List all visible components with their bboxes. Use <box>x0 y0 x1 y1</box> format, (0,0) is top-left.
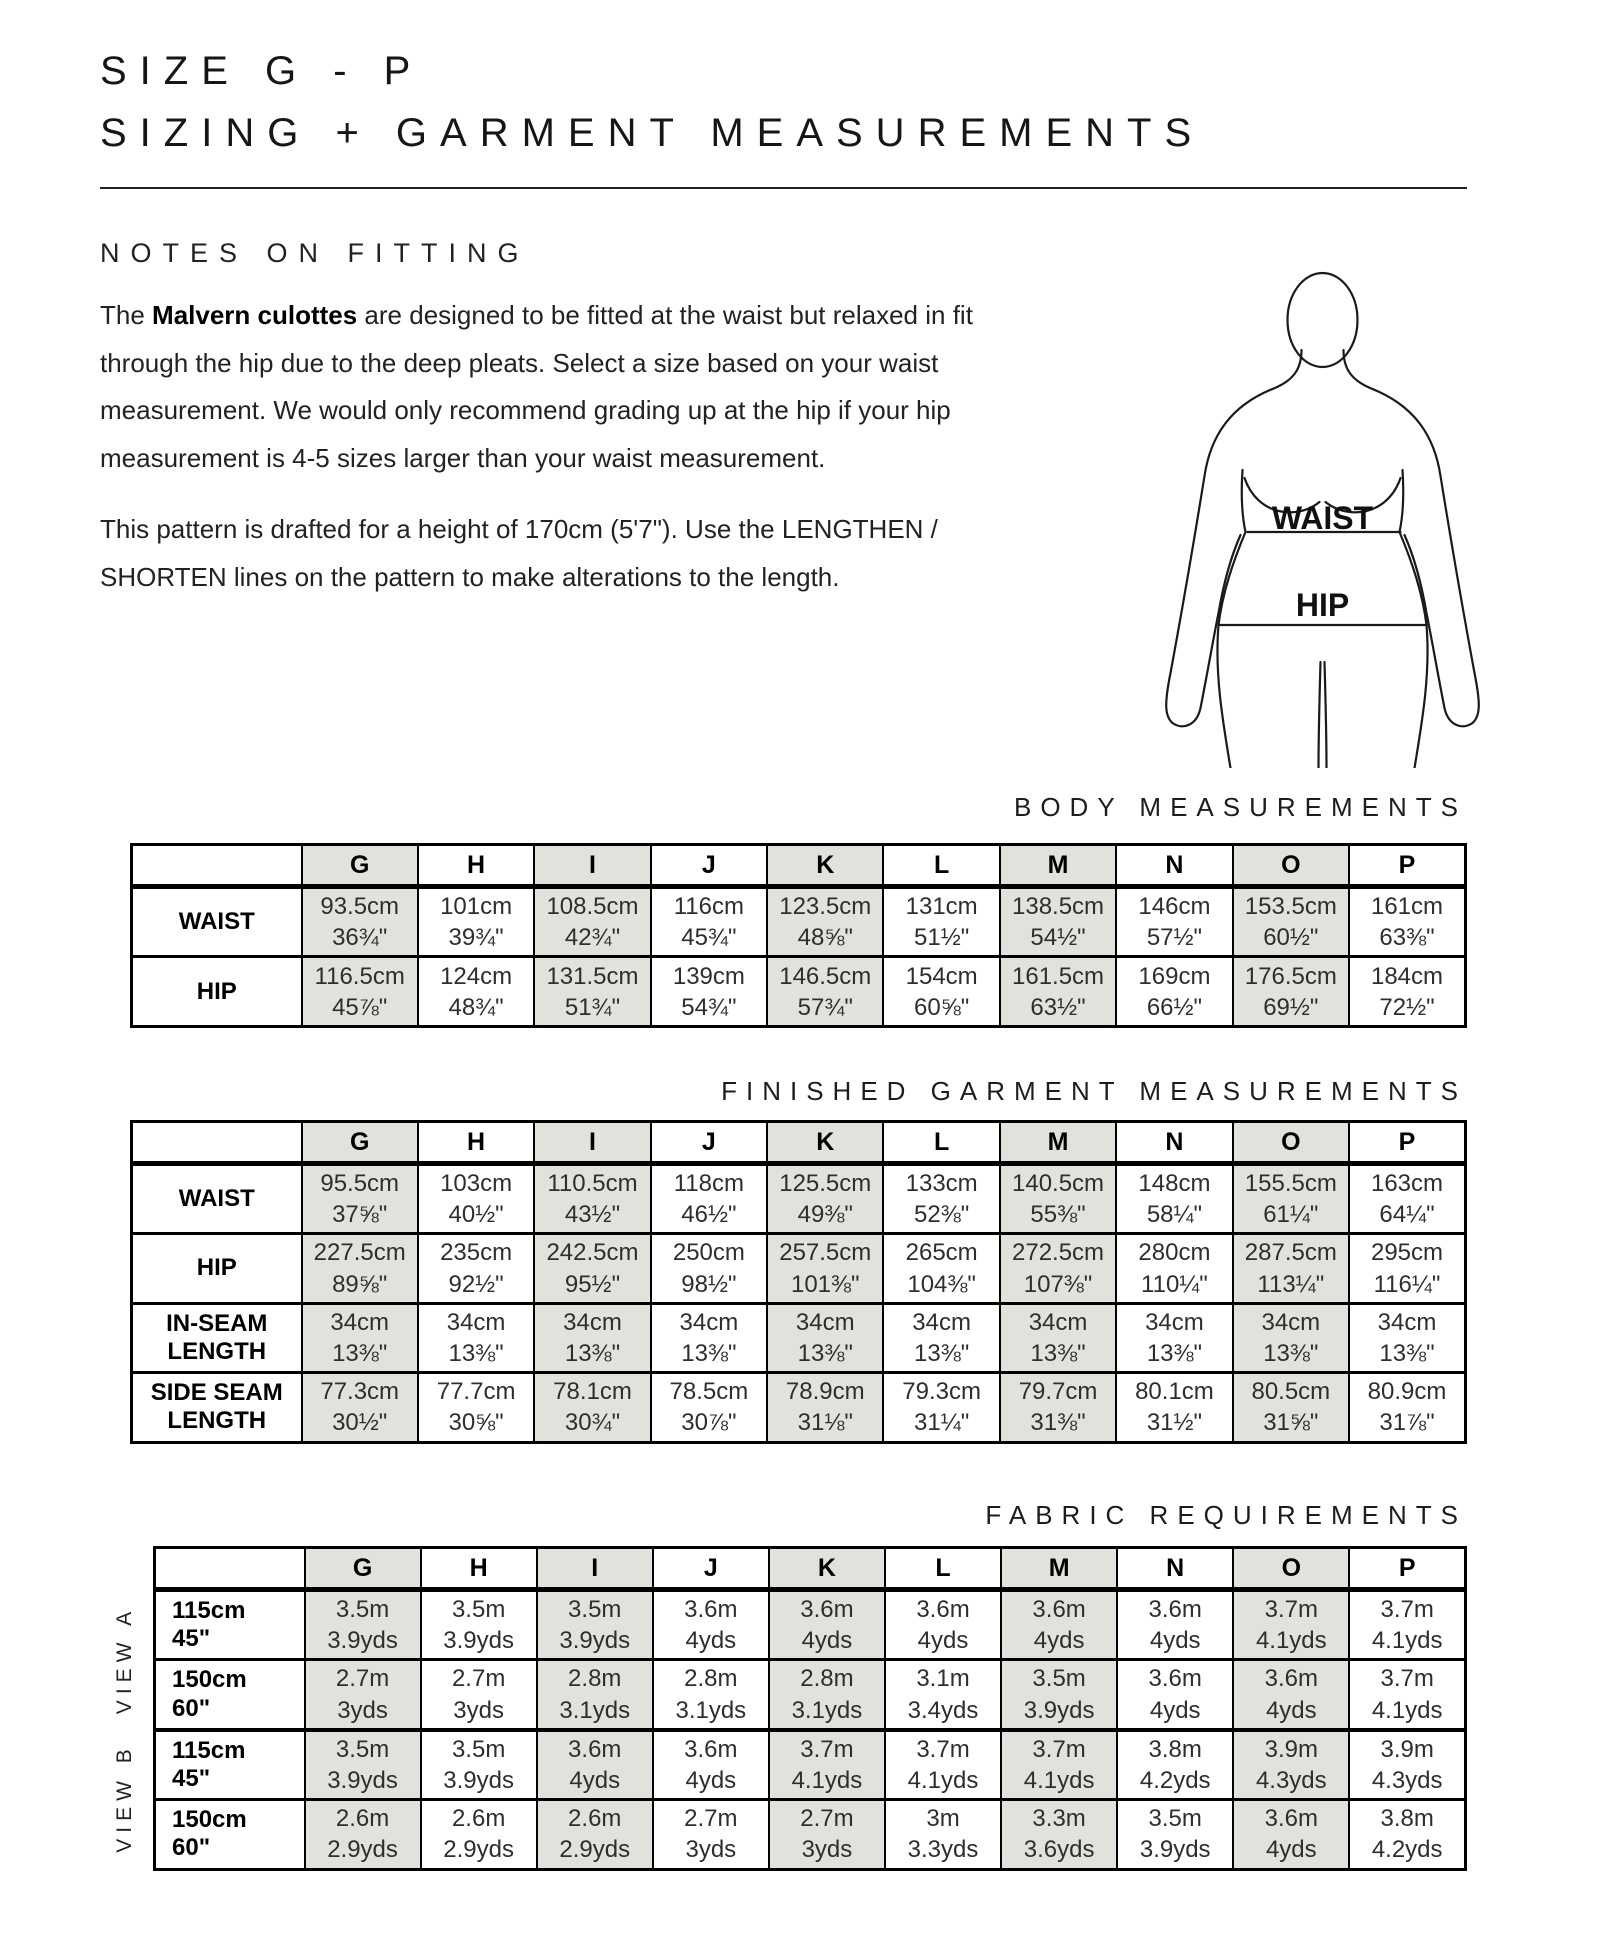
paragraph-text: The <box>100 300 153 330</box>
measurement-cell: 235cm 92½" <box>418 1234 534 1303</box>
measurement-cell: 3m 3.3yds <box>885 1800 1001 1869</box>
figure-neck-right <box>1344 350 1373 389</box>
measurement-cell: 2.6m 2.9yds <box>305 1800 421 1869</box>
measurement-cell: 250cm 98½" <box>651 1234 767 1303</box>
measurement-cell: 176.5cm 69½" <box>1233 957 1349 1027</box>
measurement-cell: 280cm 110¼" <box>1116 1234 1232 1303</box>
figure-head <box>1288 273 1358 367</box>
fitting-paragraph-1 <box>100 292 990 482</box>
measurement-cell: 153.5cm 60½" <box>1233 887 1349 957</box>
measurement-cell: 257.5cm 101⅜" <box>767 1234 883 1303</box>
measurement-cell: 34cm 13⅜" <box>1349 1303 1465 1372</box>
figure-neck-left <box>1273 350 1302 389</box>
measurement-cell: 161cm 63⅜" <box>1349 887 1465 957</box>
measurement-cell: 3.6m 4yds <box>885 1590 1001 1660</box>
measurement-cell: 124cm 48¾" <box>418 957 534 1027</box>
measurement-cell: 3.6m 4yds <box>537 1730 653 1800</box>
measurement-cell: 3.6m 4yds <box>1117 1590 1233 1660</box>
measurement-cell: 2.8m 3.1yds <box>537 1660 653 1730</box>
measurement-cell: 34cm 13⅜" <box>1000 1303 1116 1372</box>
row-label: 115cm 45" <box>155 1730 305 1800</box>
measurement-cell: 2.7m 3yds <box>769 1800 885 1869</box>
measurement-cell: 95.5cm 37⅝" <box>302 1164 418 1234</box>
measurement-cell: 154cm 60⅝" <box>883 957 999 1027</box>
measurement-cell: 34cm 13⅜" <box>418 1303 534 1372</box>
row-label: 150cm 60" <box>155 1800 305 1869</box>
corner-cell <box>132 845 302 887</box>
measurement-cell: 78.5cm 30⅞" <box>651 1373 767 1442</box>
measurement-cell: 146cm 57½" <box>1116 887 1232 957</box>
measurement-cell: 125.5cm 49⅜" <box>767 1164 883 1234</box>
measurement-cell: 146.5cm 57¾" <box>767 957 883 1027</box>
measurement-cell: 3.8m 4.2yds <box>1349 1800 1465 1869</box>
finished-garment-measurements-table-grid <box>130 1120 1467 1444</box>
size-column-header-p: P <box>1349 1122 1465 1164</box>
measurement-cell: 3.6m 4yds <box>1233 1660 1349 1730</box>
row-label: HIP <box>132 957 302 1027</box>
figure-inner-leg-right <box>1325 662 1327 768</box>
row-label: SIDE SEAM LENGTH <box>132 1373 302 1442</box>
waist-label: WAIST <box>1271 500 1374 536</box>
measurement-cell: 148cm 58¼" <box>1116 1164 1232 1234</box>
title-divider <box>100 187 1467 189</box>
measurement-cell: 93.5cm 36¾" <box>302 887 418 957</box>
measurement-cell: 139cm 54¾" <box>651 957 767 1027</box>
measurement-cell: 3.6m 4yds <box>653 1590 769 1660</box>
size-column-header-n: N <box>1116 1122 1232 1164</box>
corner-cell <box>132 1122 302 1164</box>
measurement-cell: 79.3cm 31¼" <box>883 1373 999 1442</box>
measurement-cell: 3.8m 4.2yds <box>1117 1730 1233 1800</box>
measurement-cell: 2.6m 2.9yds <box>537 1800 653 1869</box>
measurement-cell: 161.5cm 63½" <box>1000 957 1116 1027</box>
body-figure-illustration <box>1080 248 1565 768</box>
size-column-header-p: P <box>1349 1548 1465 1590</box>
measurement-cell: 78.9cm 31⅛" <box>767 1373 883 1442</box>
size-column-header-l: L <box>883 845 999 887</box>
measurement-cell: 242.5cm 95½" <box>534 1234 650 1303</box>
measurement-cell: 3.6m 4yds <box>653 1730 769 1800</box>
measurement-cell: 34cm 13⅜" <box>767 1303 883 1372</box>
row-label: IN-SEAM LENGTH <box>132 1303 302 1372</box>
size-column-header-j: J <box>653 1548 769 1590</box>
measurement-cell: 169cm 66½" <box>1116 957 1232 1027</box>
fitting-paragraph-2: This pattern is drafted for a height of 170cm (5'7"). Use the LENGTHEN / SHORTEN lines on the pattern to make alterations to the length. <box>100 514 938 592</box>
measurement-cell: 2.6m 2.9yds <box>421 1800 537 1869</box>
measurement-cell: 3.7m 4.1yds <box>885 1730 1001 1800</box>
pattern-name: Malvern culottes <box>152 300 358 330</box>
fabric-requirements-heading: FABRIC REQUIREMENTS <box>985 1500 1467 1530</box>
measurement-cell: 3.5m 3.9yds <box>1117 1800 1233 1869</box>
row-label: WAIST <box>132 887 302 957</box>
measurement-cell: 3.5m 3.9yds <box>305 1730 421 1800</box>
body-figure-svg <box>1080 248 1565 768</box>
measurement-cell: 103cm 40½" <box>418 1164 534 1234</box>
measurement-cell: 131.5cm 51¾" <box>534 957 650 1027</box>
measurement-cell: 3.7m 4.1yds <box>769 1730 885 1800</box>
measurement-cell: 2.7m 3yds <box>653 1800 769 1869</box>
page-title-line1: SIZE G - P <box>100 49 424 93</box>
size-column-header-i: I <box>534 1122 650 1164</box>
size-column-header-k: K <box>767 1122 883 1164</box>
size-column-header-l: L <box>885 1548 1001 1590</box>
measurement-cell: 34cm 13⅜" <box>883 1303 999 1372</box>
measurement-cell: 3.5m 3.9yds <box>1001 1660 1117 1730</box>
fabric-requirements-table <box>153 1546 1467 1871</box>
body-measurements-table-grid <box>130 843 1467 1028</box>
measurement-cell: 34cm 13⅜" <box>1116 1303 1232 1372</box>
corner-cell <box>155 1548 305 1590</box>
measurement-cell: 184cm 72½" <box>1349 957 1465 1027</box>
measurement-cell: 80.1cm 31½" <box>1116 1373 1232 1442</box>
measurement-cell: 2.7m 3yds <box>421 1660 537 1730</box>
measurement-cell: 108.5cm 42¾" <box>534 887 650 957</box>
measurement-cell: 3.6m 4yds <box>769 1590 885 1660</box>
figure-inner-leg-left <box>1319 662 1321 768</box>
measurement-cell: 34cm 13⅜" <box>651 1303 767 1372</box>
measurement-cell: 118cm 46½" <box>651 1164 767 1234</box>
page-title <box>100 40 1204 164</box>
measurement-cell: 155.5cm 61¼" <box>1233 1164 1349 1234</box>
measurement-cell: 34cm 13⅜" <box>1233 1303 1349 1372</box>
size-column-header-m: M <box>1001 1548 1117 1590</box>
measurement-cell: 227.5cm 89⅝" <box>302 1234 418 1303</box>
figure-left-arm <box>1166 389 1272 726</box>
figure-right-arm <box>1373 389 1479 726</box>
measurement-cell: 3.6m 4yds <box>1001 1590 1117 1660</box>
size-column-header-l: L <box>883 1122 999 1164</box>
row-label: 115cm 45" <box>155 1590 305 1660</box>
measurement-cell: 3.9m 4.3yds <box>1349 1730 1465 1800</box>
paragraph-text: are designed to be fitted at the waist but relaxed in fit through the hip due to the deep pleats. Select a size based on your waist measurement. We would only recommend grading up at the hip if your hip measurement is 4-5 sizes larger than your waist measurement. <box>100 300 973 473</box>
measurement-cell: 3.6m 4yds <box>1117 1660 1233 1730</box>
size-column-header-n: N <box>1116 845 1232 887</box>
figure-left-side <box>1217 470 1245 768</box>
size-column-header-h: H <box>421 1548 537 1590</box>
row-label: HIP <box>132 1234 302 1303</box>
measurement-cell: 34cm 13⅜" <box>302 1303 418 1372</box>
measurement-cell: 287.5cm 113¼" <box>1233 1234 1349 1303</box>
measurement-cell: 3.7m 4.1yds <box>1233 1590 1349 1660</box>
measurement-cell: 295cm 116¼" <box>1349 1234 1465 1303</box>
finished-garment-measurements-heading: FINISHED GARMENT MEASUREMENTS <box>721 1076 1467 1106</box>
measurement-cell: 3.3m 3.6yds <box>1001 1800 1117 1869</box>
size-column-header-p: P <box>1349 845 1465 887</box>
measurement-cell: 3.5m 3.9yds <box>421 1730 537 1800</box>
size-column-header-j: J <box>651 845 767 887</box>
measurement-cell: 3.7m 4.1yds <box>1349 1660 1465 1730</box>
measurement-cell: 133cm 52⅜" <box>883 1164 999 1234</box>
measurement-cell: 140.5cm 55⅜" <box>1000 1164 1116 1234</box>
size-column-header-n: N <box>1117 1548 1233 1590</box>
size-column-header-m: M <box>1000 845 1116 887</box>
measurement-cell: 272.5cm 107⅜" <box>1000 1234 1116 1303</box>
row-label: WAIST <box>132 1164 302 1234</box>
fabric-requirements-table-grid <box>153 1546 1467 1871</box>
body-measurements-table <box>130 843 1467 1028</box>
measurement-cell: 2.7m 3yds <box>305 1660 421 1730</box>
size-column-header-g: G <box>302 1122 418 1164</box>
measurement-cell: 2.8m 3.1yds <box>653 1660 769 1730</box>
measurement-cell: 131cm 51½" <box>883 887 999 957</box>
finished-garment-measurements-table <box>130 1120 1467 1444</box>
measurement-cell: 3.7m 4.1yds <box>1349 1590 1465 1660</box>
size-column-header-i: I <box>537 1548 653 1590</box>
measurement-cell: 3.1m 3.4yds <box>885 1660 1001 1730</box>
measurement-cell: 3.7m 4.1yds <box>1001 1730 1117 1800</box>
size-column-header-o: O <box>1233 1548 1349 1590</box>
page-title-line2: SIZING + GARMENT MEASUREMENTS <box>100 111 1205 155</box>
size-column-header-o: O <box>1233 1122 1349 1164</box>
measurement-cell: 80.9cm 31⅞" <box>1349 1373 1465 1442</box>
measurement-cell: 77.7cm 30⅝" <box>418 1373 534 1442</box>
size-column-header-i: I <box>534 845 650 887</box>
measurement-cell: 123.5cm 48⅝" <box>767 887 883 957</box>
size-column-header-m: M <box>1000 1122 1116 1164</box>
size-column-header-g: G <box>302 845 418 887</box>
measurement-cell: 78.1cm 30¾" <box>534 1373 650 1442</box>
measurement-cell: 34cm 13⅜" <box>534 1303 650 1372</box>
body-measurements-heading: BODY MEASUREMENTS <box>1013 792 1467 822</box>
measurement-cell: 77.3cm 30½" <box>302 1373 418 1442</box>
size-column-header-o: O <box>1233 845 1349 887</box>
measurement-cell: 3.9m 4.3yds <box>1233 1730 1349 1800</box>
size-column-header-k: K <box>767 845 883 887</box>
size-column-header-k: K <box>769 1548 885 1590</box>
measurement-cell: 116.5cm 45⅞" <box>302 957 418 1027</box>
measurement-cell: 3.5m 3.9yds <box>421 1590 537 1660</box>
measurement-cell: 265cm 104⅜" <box>883 1234 999 1303</box>
size-column-header-g: G <box>305 1548 421 1590</box>
size-column-header-h: H <box>418 1122 534 1164</box>
measurement-cell: 79.7cm 31⅜" <box>1000 1373 1116 1442</box>
measurement-cell: 3.5m 3.9yds <box>537 1590 653 1660</box>
measurement-cell: 101cm 39¾" <box>418 887 534 957</box>
hip-label: HIP <box>1295 587 1350 623</box>
notes-on-fitting-heading: NOTES ON FITTING <box>100 238 530 268</box>
measurement-cell: 3.5m 3.9yds <box>305 1590 421 1660</box>
measurement-cell: 110.5cm 43½" <box>534 1164 650 1234</box>
size-column-header-h: H <box>418 845 534 887</box>
view-a-label: VIEW A <box>113 1605 136 1715</box>
measurement-cell: 2.8m 3.1yds <box>769 1660 885 1730</box>
view-b-label: VIEW B <box>113 1743 136 1853</box>
measurement-cell: 80.5cm 31⅝" <box>1233 1373 1349 1442</box>
measurement-cell: 3.6m 4yds <box>1233 1800 1349 1869</box>
measurement-cell: 116cm 45¾" <box>651 887 767 957</box>
size-column-header-j: J <box>651 1122 767 1164</box>
measurement-cell: 163cm 64¼" <box>1349 1164 1465 1234</box>
figure-right-side <box>1400 470 1428 768</box>
row-label: 150cm 60" <box>155 1660 305 1730</box>
measurement-cell: 138.5cm 54½" <box>1000 887 1116 957</box>
